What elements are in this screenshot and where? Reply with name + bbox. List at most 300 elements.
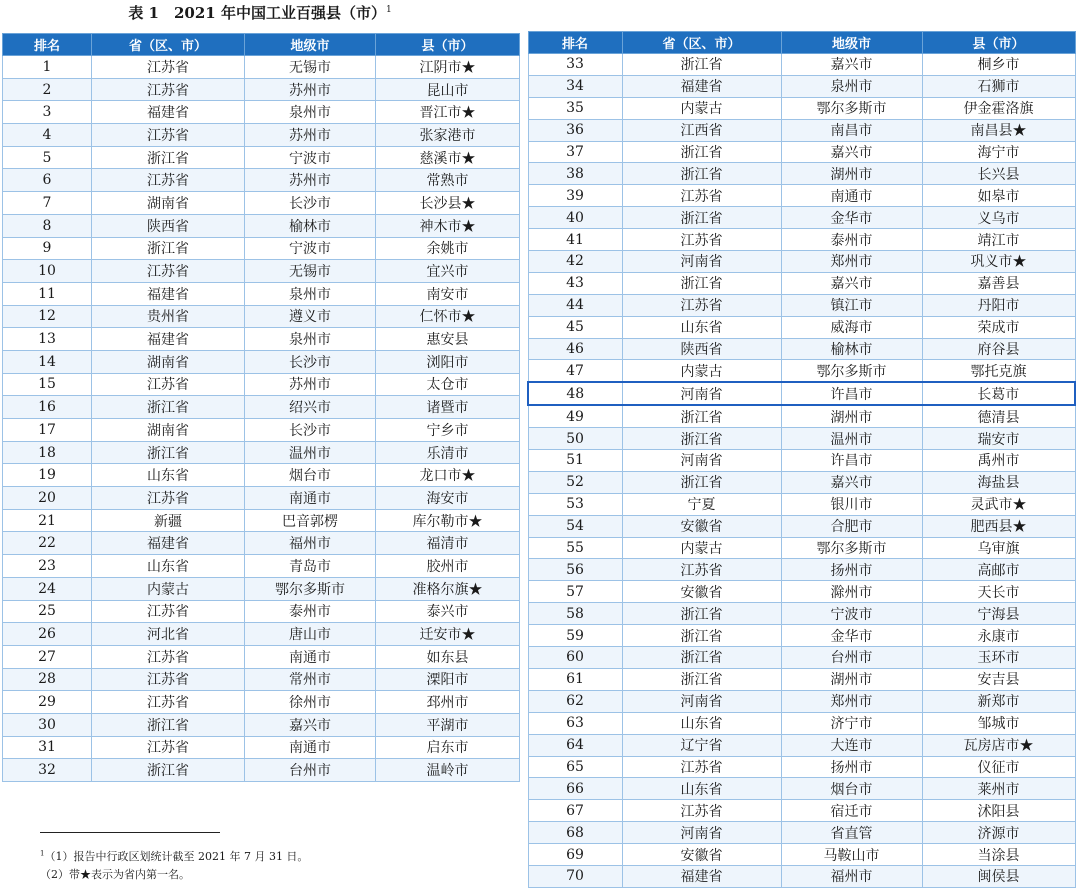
province-cell: 江苏省	[92, 169, 245, 192]
county-cell: 泰兴市	[376, 600, 520, 623]
province-cell: 浙江省	[622, 163, 781, 185]
county-cell: 如皋市	[922, 185, 1075, 207]
header-province: 省（区、市）	[92, 34, 245, 56]
table-row	[3, 713, 520, 736]
rank-cell: 3	[3, 101, 92, 124]
province-cell: 浙江省	[92, 146, 245, 169]
table-row	[528, 428, 1075, 450]
rank-cell: 43	[528, 272, 622, 294]
title-footnote-mark: 1	[385, 5, 392, 15]
county-cell: 昆山市	[376, 78, 520, 101]
county-cell: 江阴市★	[376, 56, 520, 79]
header-city: 地级市	[245, 34, 376, 56]
county-cell: 诸暨市	[376, 396, 520, 419]
province-cell: 浙江省	[622, 54, 781, 76]
rank-cell: 21	[3, 509, 92, 532]
rank-cell: 8	[3, 214, 92, 237]
table-row	[528, 778, 1075, 800]
city-cell: 许昌市	[781, 450, 922, 472]
county-cell: 长葛市	[922, 382, 1075, 405]
table-row	[3, 645, 520, 668]
table-row	[528, 756, 1075, 778]
table-row	[528, 207, 1075, 229]
city-cell: 郑州市	[781, 690, 922, 712]
city-cell: 嘉兴市	[245, 713, 376, 736]
province-cell: 河南省	[622, 690, 781, 712]
county-cell: 神木市★	[376, 214, 520, 237]
footnote-1	[40, 848, 308, 864]
province-cell: 内蒙古	[622, 360, 781, 382]
county-cell: 福清市	[376, 532, 520, 555]
city-cell: 合肥市	[781, 515, 922, 537]
rank-cell: 28	[3, 668, 92, 691]
city-cell: 宿迁市	[781, 800, 922, 822]
county-cell: 石狮市	[922, 75, 1075, 97]
rank-cell: 20	[3, 487, 92, 510]
province-cell: 浙江省	[92, 396, 245, 419]
table-row	[3, 192, 520, 215]
city-cell: 福州市	[245, 532, 376, 555]
rank-cell: 58	[528, 603, 622, 625]
rank-cell: 48	[528, 382, 622, 405]
city-cell: 泉州市	[245, 328, 376, 351]
table-row	[3, 350, 520, 373]
county-cell: 靖江市	[922, 229, 1075, 251]
city-cell: 烟台市	[245, 464, 376, 487]
province-cell: 江苏省	[622, 559, 781, 581]
county-cell: 天长市	[922, 581, 1075, 603]
city-cell: 嘉兴市	[781, 272, 922, 294]
table-row	[3, 532, 520, 555]
rank-cell: 13	[3, 328, 92, 351]
rank-cell: 62	[528, 690, 622, 712]
rank-cell: 14	[3, 350, 92, 373]
city-cell: 湖州市	[781, 405, 922, 427]
table-row	[3, 169, 520, 192]
rank-cell: 6	[3, 169, 92, 192]
province-cell: 河北省	[92, 623, 245, 646]
county-cell: 太仓市	[376, 373, 520, 396]
table-row	[528, 251, 1075, 273]
table-row	[528, 294, 1075, 316]
province-cell: 内蒙古	[622, 537, 781, 559]
province-cell: 江苏省	[622, 756, 781, 778]
rank-cell: 7	[3, 192, 92, 215]
county-cell: 府谷县	[922, 338, 1075, 360]
table-row	[528, 603, 1075, 625]
table-row	[528, 75, 1075, 97]
table-row	[3, 623, 520, 646]
county-cell: 永康市	[922, 625, 1075, 647]
header-row	[528, 32, 1075, 54]
table-row	[528, 54, 1075, 76]
table-row	[528, 625, 1075, 647]
rank-cell: 17	[3, 419, 92, 442]
city-cell: 苏州市	[245, 169, 376, 192]
county-cell: 莱州市	[922, 778, 1075, 800]
province-cell: 湖南省	[92, 192, 245, 215]
rank-cell: 57	[528, 581, 622, 603]
city-cell: 苏州市	[245, 78, 376, 101]
header-province: 省（区、市）	[622, 32, 781, 54]
county-cell: 仪征市	[922, 756, 1075, 778]
county-cell: 乌审旗	[922, 537, 1075, 559]
province-cell: 浙江省	[622, 625, 781, 647]
city-cell: 金华市	[781, 625, 922, 647]
city-cell: 南通市	[781, 185, 922, 207]
table-row	[3, 124, 520, 147]
province-cell: 江苏省	[92, 645, 245, 668]
table-row-highlighted	[528, 382, 1075, 405]
city-cell: 宁波市	[245, 146, 376, 169]
rank-cell: 15	[3, 373, 92, 396]
rank-cell: 64	[528, 734, 622, 756]
rank-cell: 51	[528, 450, 622, 472]
rank-cell: 9	[3, 237, 92, 260]
province-cell: 山东省	[622, 316, 781, 338]
province-cell: 江苏省	[622, 229, 781, 251]
county-cell: 玉环市	[922, 647, 1075, 669]
table-row	[528, 272, 1075, 294]
city-cell: 泉州市	[245, 101, 376, 124]
table-row	[3, 260, 520, 283]
province-cell: 山东省	[622, 712, 781, 734]
county-cell: 丹阳市	[922, 294, 1075, 316]
county-cell: 禹州市	[922, 450, 1075, 472]
city-cell: 长沙市	[245, 419, 376, 442]
county-cell: 平湖市	[376, 713, 520, 736]
county-cell: 荣成市	[922, 316, 1075, 338]
rank-cell: 31	[3, 736, 92, 759]
city-cell: 泉州市	[781, 75, 922, 97]
city-cell: 唐山市	[245, 623, 376, 646]
province-cell: 安徽省	[622, 515, 781, 537]
province-cell: 浙江省	[92, 759, 245, 782]
county-cell: 瑞安市	[922, 428, 1075, 450]
header-rank: 排名	[528, 32, 622, 54]
rank-cell: 59	[528, 625, 622, 647]
county-cell: 沭阳县	[922, 800, 1075, 822]
table-row	[3, 577, 520, 600]
table-row	[528, 559, 1075, 581]
rank-cell: 60	[528, 647, 622, 669]
table-row	[528, 185, 1075, 207]
city-cell: 许昌市	[781, 382, 922, 405]
city-cell: 银川市	[781, 493, 922, 515]
province-cell: 福建省	[92, 282, 245, 305]
province-cell: 江西省	[622, 119, 781, 141]
province-cell: 江苏省	[622, 800, 781, 822]
province-cell: 山东省	[92, 464, 245, 487]
province-cell: 江苏省	[622, 294, 781, 316]
county-cell: 德清县	[922, 405, 1075, 427]
province-cell: 江苏省	[92, 487, 245, 510]
province-cell: 江苏省	[92, 124, 245, 147]
city-cell: 南通市	[245, 487, 376, 510]
city-cell: 鄂尔多斯市	[781, 360, 922, 382]
county-cell: 迁安市★	[376, 623, 520, 646]
table-row	[3, 396, 520, 419]
table-row	[3, 305, 520, 328]
province-cell: 浙江省	[622, 471, 781, 493]
county-cell: 安吉县	[922, 668, 1075, 690]
city-cell: 湖州市	[781, 163, 922, 185]
county-cell: 宁乡市	[376, 419, 520, 442]
county-cell: 邳州市	[376, 691, 520, 714]
table-row	[3, 328, 520, 351]
county-cell: 伊金霍洛旗	[922, 97, 1075, 119]
city-cell: 无锡市	[245, 56, 376, 79]
county-cell: 海盐县	[922, 471, 1075, 493]
city-cell: 威海市	[781, 316, 922, 338]
province-cell: 安徽省	[622, 844, 781, 866]
county-cell: 晋江市★	[376, 101, 520, 124]
county-cell: 仁怀市★	[376, 305, 520, 328]
county-cell: 桐乡市	[922, 54, 1075, 76]
rank-cell: 25	[3, 600, 92, 623]
table-row	[528, 360, 1075, 382]
rank-cell: 22	[3, 532, 92, 555]
city-cell: 湖州市	[781, 668, 922, 690]
table-row	[528, 229, 1075, 251]
city-cell: 宁波市	[781, 603, 922, 625]
footnote-1-text: （1）报告中行政区划统计截至 2021 年 7 月 31 日。	[44, 850, 309, 863]
city-cell: 榆林市	[245, 214, 376, 237]
rank-cell: 65	[528, 756, 622, 778]
table-row	[528, 800, 1075, 822]
rank-cell: 61	[528, 668, 622, 690]
rank-cell: 49	[528, 405, 622, 427]
table-row	[528, 338, 1075, 360]
table-row	[3, 464, 520, 487]
province-cell: 陕西省	[92, 214, 245, 237]
footnote-2-text: （2）带★表示为省内第一名。	[40, 868, 190, 881]
province-cell: 江苏省	[92, 56, 245, 79]
header-city: 地级市	[781, 32, 922, 54]
footnote-mark: 1	[40, 849, 45, 858]
table-row	[528, 822, 1075, 844]
table-row	[3, 373, 520, 396]
rank-cell: 19	[3, 464, 92, 487]
rank-cell: 50	[528, 428, 622, 450]
county-cell: 启东市	[376, 736, 520, 759]
rank-cell: 53	[528, 493, 622, 515]
province-cell: 安徽省	[622, 581, 781, 603]
city-cell: 温州市	[781, 428, 922, 450]
rank-cell: 47	[528, 360, 622, 382]
table-row	[528, 119, 1075, 141]
county-cell: 新郑市	[922, 690, 1075, 712]
county-cell: 嘉善县	[922, 272, 1075, 294]
county-cell: 宜兴市	[376, 260, 520, 283]
rank-cell: 69	[528, 844, 622, 866]
rank-cell: 66	[528, 778, 622, 800]
county-cell: 闽侯县	[922, 865, 1075, 887]
county-cell: 南安市	[376, 282, 520, 305]
county-cell: 如东县	[376, 645, 520, 668]
county-cell: 长沙县★	[376, 192, 520, 215]
city-cell: 扬州市	[781, 756, 922, 778]
county-cell: 浏阳市	[376, 350, 520, 373]
header-rank: 排名	[3, 34, 92, 56]
city-cell: 苏州市	[245, 124, 376, 147]
rank-cell: 33	[528, 54, 622, 76]
city-cell: 青岛市	[245, 555, 376, 578]
rank-cell: 26	[3, 623, 92, 646]
city-cell: 常州市	[245, 668, 376, 691]
city-cell: 烟台市	[781, 778, 922, 800]
rank-cell: 4	[3, 124, 92, 147]
rank-cell: 32	[3, 759, 92, 782]
table-row	[3, 691, 520, 714]
header-row	[3, 34, 520, 56]
rank-cell: 70	[528, 865, 622, 887]
rank-cell: 34	[528, 75, 622, 97]
table-row	[528, 97, 1075, 119]
county-cell: 灵武市★	[922, 493, 1075, 515]
table-row	[528, 647, 1075, 669]
county-cell: 海安市	[376, 487, 520, 510]
rank-cell: 5	[3, 146, 92, 169]
city-cell: 泰州市	[781, 229, 922, 251]
table-row	[528, 865, 1075, 887]
county-cell: 当涂县	[922, 844, 1075, 866]
province-cell: 内蒙古	[92, 577, 245, 600]
city-cell: 泉州市	[245, 282, 376, 305]
county-cell: 惠安县	[376, 328, 520, 351]
city-cell: 台州市	[781, 647, 922, 669]
county-cell: 巩义市★	[922, 251, 1075, 273]
province-cell: 福建省	[622, 75, 781, 97]
table-row	[3, 759, 520, 782]
province-cell: 河南省	[622, 822, 781, 844]
rank-cell: 30	[3, 713, 92, 736]
province-cell: 江苏省	[92, 600, 245, 623]
table-row	[3, 146, 520, 169]
city-cell: 嘉兴市	[781, 54, 922, 76]
province-cell: 浙江省	[92, 237, 245, 260]
county-cell: 溧阳市	[376, 668, 520, 691]
city-cell: 榆林市	[781, 338, 922, 360]
city-cell: 大连市	[781, 734, 922, 756]
county-cell: 肥西县★	[922, 515, 1075, 537]
rank-cell: 55	[528, 537, 622, 559]
province-cell: 江苏省	[622, 185, 781, 207]
table-row	[528, 537, 1075, 559]
rank-cell: 1	[3, 56, 92, 79]
county-cell: 库尔勒市★	[376, 509, 520, 532]
rank-cell: 2	[3, 78, 92, 101]
province-cell: 浙江省	[622, 603, 781, 625]
city-cell: 泰州市	[245, 600, 376, 623]
city-cell: 省直管	[781, 822, 922, 844]
table-row	[528, 316, 1075, 338]
city-cell: 鄂尔多斯市	[781, 97, 922, 119]
city-cell: 滁州市	[781, 581, 922, 603]
table-row	[3, 56, 520, 79]
rank-cell: 41	[528, 229, 622, 251]
county-cell: 宁海县	[922, 603, 1075, 625]
table-row	[528, 581, 1075, 603]
province-cell: 江苏省	[92, 373, 245, 396]
rank-cell: 12	[3, 305, 92, 328]
province-cell: 浙江省	[622, 207, 781, 229]
table-row	[528, 515, 1075, 537]
city-cell: 福州市	[781, 865, 922, 887]
county-cell: 济源市	[922, 822, 1075, 844]
rank-cell: 67	[528, 800, 622, 822]
province-cell: 河南省	[622, 450, 781, 472]
province-cell: 浙江省	[622, 647, 781, 669]
table-row	[3, 78, 520, 101]
province-cell: 浙江省	[622, 405, 781, 427]
city-cell: 遵义市	[245, 305, 376, 328]
province-cell: 河南省	[622, 382, 781, 405]
county-cell: 张家港市	[376, 124, 520, 147]
county-cell: 龙口市★	[376, 464, 520, 487]
rank-cell: 42	[528, 251, 622, 273]
city-cell: 嘉兴市	[781, 471, 922, 493]
city-cell: 马鞍山市	[781, 844, 922, 866]
rank-cell: 24	[3, 577, 92, 600]
rank-cell: 11	[3, 282, 92, 305]
city-cell: 鄂尔多斯市	[781, 537, 922, 559]
table-row	[3, 282, 520, 305]
table-row	[528, 471, 1075, 493]
table-row	[528, 405, 1075, 427]
county-cell: 乐清市	[376, 441, 520, 464]
province-cell: 新疆	[92, 509, 245, 532]
rank-cell: 23	[3, 555, 92, 578]
table-row	[528, 734, 1075, 756]
table-row	[3, 600, 520, 623]
city-cell: 南通市	[245, 645, 376, 668]
rank-cell: 68	[528, 822, 622, 844]
table-row	[3, 555, 520, 578]
footnote-divider	[40, 832, 220, 833]
county-cell: 瓦房店市★	[922, 734, 1075, 756]
city-cell: 长沙市	[245, 192, 376, 215]
county-cell: 准格尔旗★	[376, 577, 520, 600]
table-row	[3, 487, 520, 510]
rank-cell: 10	[3, 260, 92, 283]
province-cell: 福建省	[92, 101, 245, 124]
rank-cell: 63	[528, 712, 622, 734]
rank-cell: 18	[3, 441, 92, 464]
table-row	[3, 736, 520, 759]
table-row	[3, 101, 520, 124]
rank-cell: 56	[528, 559, 622, 581]
province-cell: 浙江省	[622, 272, 781, 294]
county-cell: 鄂托克旗	[922, 360, 1075, 382]
province-cell: 福建省	[92, 328, 245, 351]
rank-cell: 44	[528, 294, 622, 316]
province-cell: 陕西省	[622, 338, 781, 360]
province-cell: 浙江省	[622, 141, 781, 163]
rank-cell: 45	[528, 316, 622, 338]
province-cell: 山东省	[622, 778, 781, 800]
province-cell: 河南省	[622, 251, 781, 273]
city-cell: 济宁市	[781, 712, 922, 734]
city-cell: 金华市	[781, 207, 922, 229]
table-row	[3, 668, 520, 691]
city-cell: 南通市	[245, 736, 376, 759]
county-cell: 南昌县★	[922, 119, 1075, 141]
ranking-table-left	[2, 33, 520, 782]
province-cell: 山东省	[92, 555, 245, 578]
city-cell: 南昌市	[781, 119, 922, 141]
rank-cell: 54	[528, 515, 622, 537]
